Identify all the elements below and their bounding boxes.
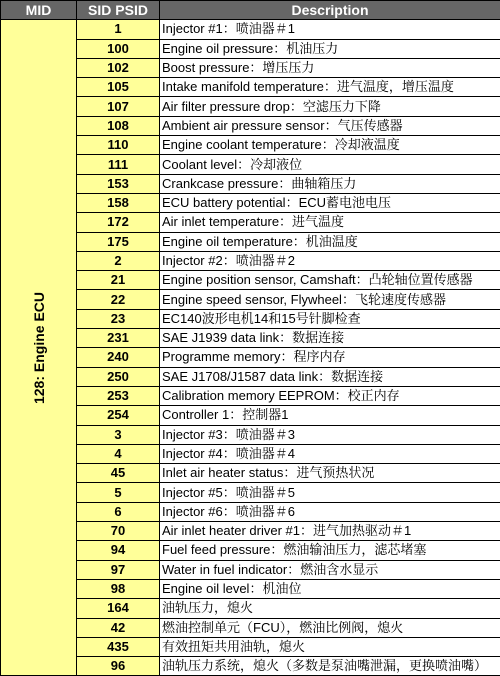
sid-cell: 158 — [77, 193, 160, 212]
sid-cell: 102 — [77, 58, 160, 77]
sid-cell: 42 — [77, 618, 160, 637]
description-cell: Injector #5：喷油器＃5 — [160, 483, 500, 502]
sid-cell: 435 — [77, 637, 160, 656]
sid-cell: 1 — [77, 20, 160, 39]
sid-cell: 172 — [77, 213, 160, 232]
table-row — [1, 20, 500, 39]
sid-cell: 110 — [77, 136, 160, 155]
header-description: Description — [160, 1, 500, 20]
description-cell: 油轨压力系统，熄火（多数是泵油嘴泄漏，更换喷油嘴） — [160, 657, 500, 676]
sid-cell: 96 — [77, 657, 160, 676]
description-cell: 油轨压力，熄火 — [160, 599, 500, 618]
sid-cell: 23 — [77, 309, 160, 328]
sid-cell: 6 — [77, 502, 160, 521]
description-cell: Engine speed sensor, Flywheel：飞轮速度传感器 — [160, 290, 500, 309]
sid-cell: 105 — [77, 78, 160, 97]
sid-cell: 107 — [77, 97, 160, 116]
sid-cell: 254 — [77, 406, 160, 425]
sid-cell: 153 — [77, 174, 160, 193]
description-cell: Air inlet temperature：进气温度 — [160, 213, 500, 232]
sid-cell: 250 — [77, 367, 160, 386]
sid-cell: 2 — [77, 251, 160, 270]
description-cell: 燃油控制单元（FCU），燃油比例阀，熄火 — [160, 618, 500, 637]
description-cell: Engine oil temperature：机油温度 — [160, 232, 500, 251]
sid-cell: 3 — [77, 425, 160, 444]
mid-cell — [1, 20, 77, 676]
description-cell: SAE J1708/J1587 data link：数据连接 — [160, 367, 500, 386]
table-body — [1, 20, 500, 676]
description-cell: Programme memory：程序内存 — [160, 348, 500, 367]
sid-cell: 108 — [77, 116, 160, 135]
sid-cell: 22 — [77, 290, 160, 309]
description-cell: SAE J1939 data link：数据连接 — [160, 329, 500, 348]
sid-cell: 253 — [77, 386, 160, 405]
description-cell: Boost pressure：增压压力 — [160, 58, 500, 77]
description-cell: Injector #6：喷油器＃6 — [160, 502, 500, 521]
description-cell: Injector #4：喷油器＃4 — [160, 444, 500, 463]
description-cell: Injector #2：喷油器＃2 — [160, 251, 500, 270]
description-cell: Controller 1：控制器1 — [160, 406, 500, 425]
header-sid: SID PSID — [77, 1, 160, 20]
description-cell: Air inlet heater driver #1：进气加热驱动＃1 — [160, 522, 500, 541]
sid-cell: 21 — [77, 271, 160, 290]
description-cell: Water in fuel indicator：燃油含水显示 — [160, 560, 500, 579]
sid-cell: 240 — [77, 348, 160, 367]
description-cell: Inlet air heater status：进气预热状况 — [160, 464, 500, 483]
description-cell: Ambient air pressure sensor：气压传感器 — [160, 116, 500, 135]
description-cell: 有效扭矩共用油轨，熄火 — [160, 637, 500, 656]
description-cell: Calibration memory EEPROM：校正内存 — [160, 386, 500, 405]
mid-label: 128: Engine ECU — [31, 292, 47, 404]
description-cell: Coolant level：冷却液位 — [160, 155, 500, 174]
sid-cell: 5 — [77, 483, 160, 502]
description-cell: Air filter pressure drop：空滤压力下降 — [160, 97, 500, 116]
header-row — [1, 1, 500, 20]
description-cell: ECU battery potential：ECU蓄电池电压 — [160, 193, 500, 212]
description-cell: Injector #1：喷油器＃1 — [160, 20, 500, 39]
header-mid: MID — [1, 1, 77, 20]
description-cell: Engine oil pressure：机油压力 — [160, 39, 500, 58]
description-cell: Engine oil level：机油位 — [160, 579, 500, 598]
sid-cell: 97 — [77, 560, 160, 579]
description-cell: Intake manifold temperature：进气温度，增压温度 — [160, 78, 500, 97]
sid-cell: 231 — [77, 329, 160, 348]
description-cell: EC140波形电机14和15号针脚检查 — [160, 309, 500, 328]
sid-cell: 98 — [77, 579, 160, 598]
sid-cell: 175 — [77, 232, 160, 251]
sid-cell: 164 — [77, 599, 160, 618]
sid-cell: 94 — [77, 541, 160, 560]
sid-cell: 45 — [77, 464, 160, 483]
description-cell: Engine position sensor, Camshaft：凸轮轴位置传感器 — [160, 271, 500, 290]
description-cell: Fuel feed pressure：燃油输油压力，滤芯堵塞 — [160, 541, 500, 560]
sid-cell: 100 — [77, 39, 160, 58]
description-cell: Engine coolant temperature：冷却液温度 — [160, 136, 500, 155]
sid-cell: 111 — [77, 155, 160, 174]
sid-cell: 4 — [77, 444, 160, 463]
description-cell: Injector #3：喷油器＃3 — [160, 425, 500, 444]
sid-cell: 70 — [77, 522, 160, 541]
description-cell: Crankcase pressure：曲轴箱压力 — [160, 174, 500, 193]
